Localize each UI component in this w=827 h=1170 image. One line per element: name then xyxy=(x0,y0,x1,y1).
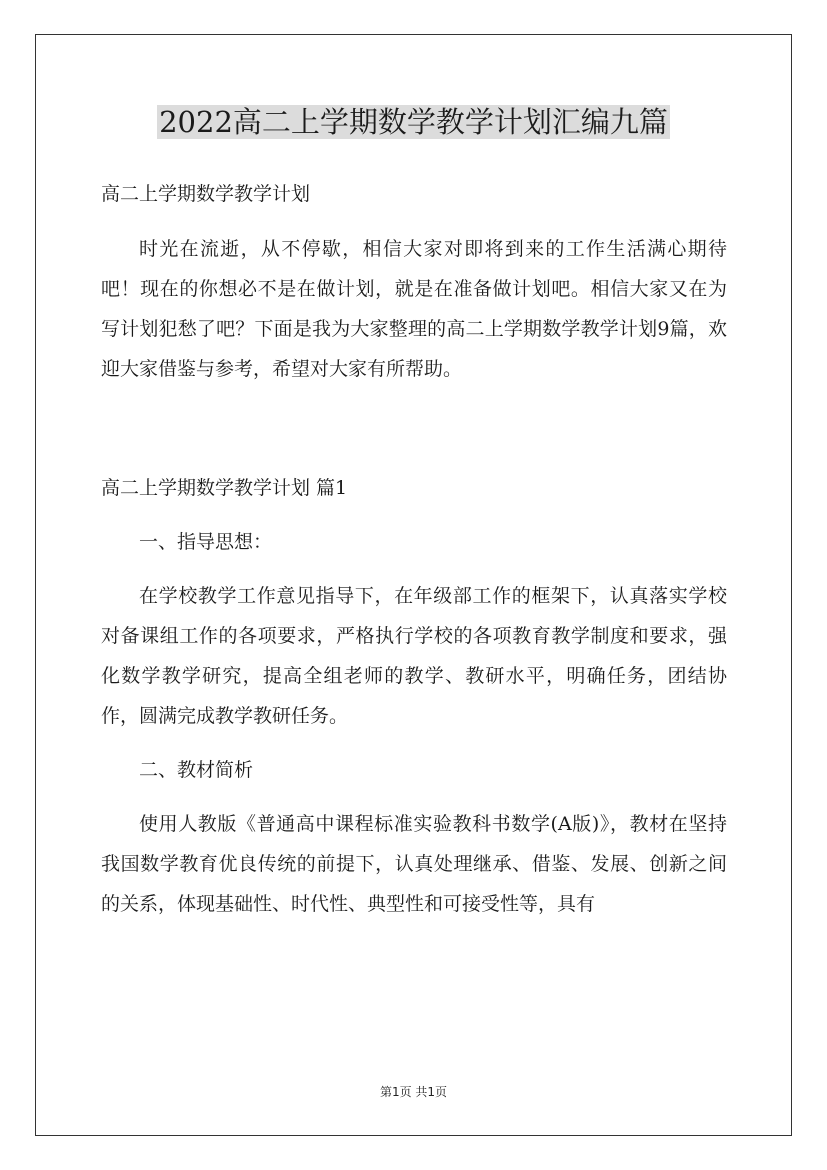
paragraph-spacer xyxy=(101,389,727,468)
subsection-paragraph-1: 在学校教学工作意见指导下，在年级部工作的框架下，认真落实学校对备课组工作的各项要求，严格执行学校的各项教育教学制度和要求，强化数学教学研究，提高全组老师的教学、教研水平，明确任务，团结协作，圆满完成教学教研任务。 xyxy=(101,585,727,727)
document-title xyxy=(0,100,827,144)
intro-paragraph: 时光在流逝，从不停歇，相信大家对即将到来的工作生活满心期待吧！现在的你想必不是在做计划，就是在准备做计划吧。相信大家又在为写计划犯愁了吧？下面是我为大家整理的高二上学期数学教学计划9篇，欢迎大家借鉴与参考，希望对大家有所帮助。 xyxy=(101,238,727,380)
intro-heading: 高二上学期数学教学计划 xyxy=(101,183,311,205)
section-heading: 高二上学期数学教学计划 篇1 xyxy=(101,477,348,499)
subsection-heading-1: 一、指导思想： xyxy=(139,531,273,553)
subsection-paragraph-2: 使用人教版《普通高中课程标准实验教科书数学(A版)》，教材在坚持我国数学教育优良传统的前提下，认真处理继承、借鉴、发展、创新之间的关系，体现基础性、时代性、典型性和可接受性等，具有 xyxy=(101,813,727,915)
document-body xyxy=(101,174,727,924)
document-title-text: 2022高二上学期数学教学计划汇编九篇 xyxy=(159,105,668,139)
subsection-heading-2: 二、教材简析 xyxy=(139,759,254,781)
page-footer: 第1页 共1页 xyxy=(379,1085,448,1099)
